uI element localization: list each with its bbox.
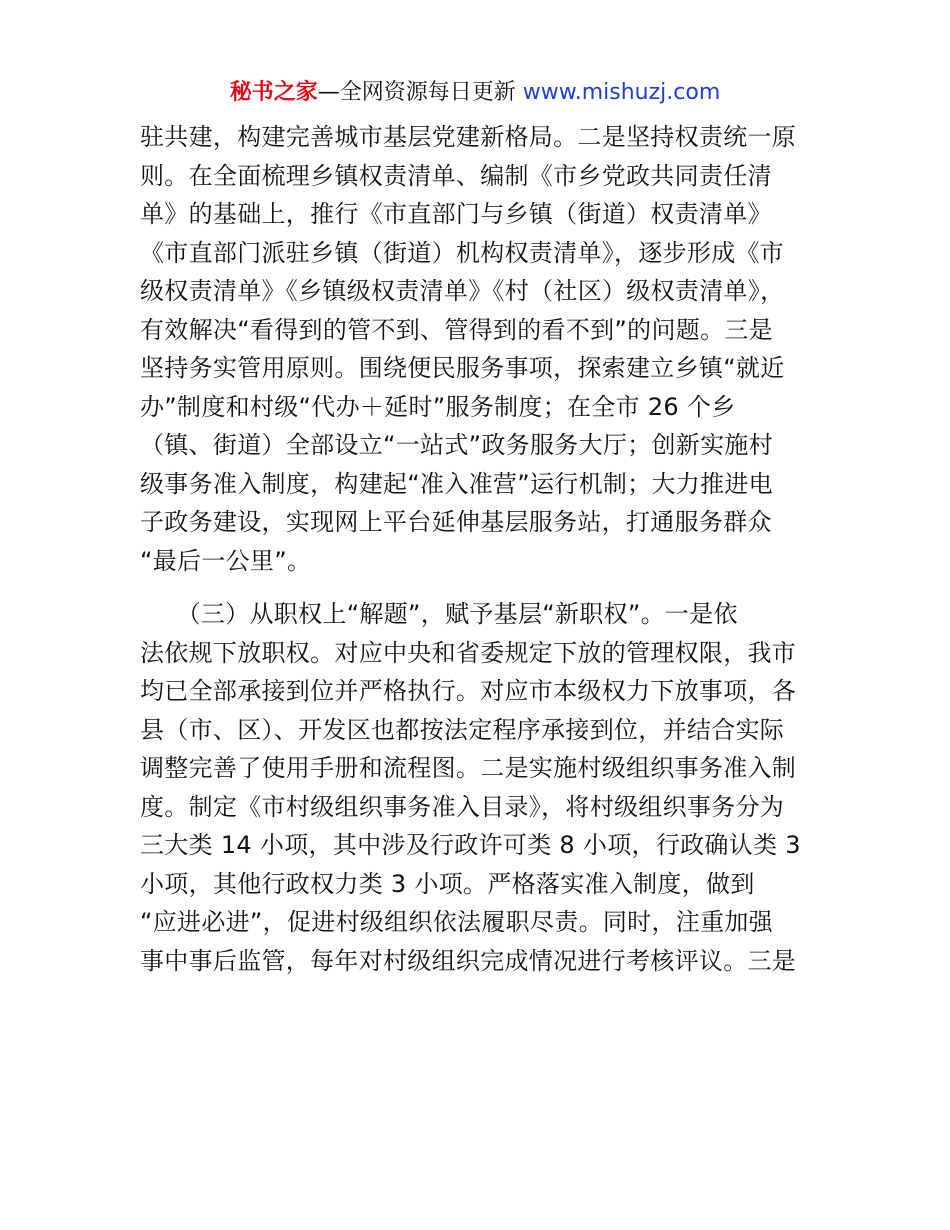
text-line: “应进必进”，促进村级组织依法履职尽责。同时，注重加强 — [140, 908, 773, 936]
text-line: （三）从职权上“解题”，赋予基层“新职权”。一是依 — [140, 600, 738, 628]
text-line: 子政务建设，实现网上平台延伸基层服务站，打通服务群众 — [140, 508, 772, 536]
text-line: （镇、街道）全部设立“一站式”政务服务大厅；创新实施村 — [140, 431, 773, 459]
text-line: 级事务准入制度，构建起“准入准营”运行机制；大力推进电 — [140, 469, 773, 498]
text-line: 法依规下放职权。对应中央和省委规定下放的管理权限，我市 — [140, 638, 797, 667]
text-line: 均已全部承接到位并严格执行。对应市本级权力下放事项，各 — [140, 677, 797, 705]
text-line: 则。在全面梳理乡镇权责清单、编制《市乡党政共同责任清 — [140, 161, 772, 190]
text-line: 度。制定《市村级组织事务准入目录》，将村级组织事务分为 — [140, 792, 785, 821]
text-line: “最后一公里”。 — [140, 546, 312, 575]
text-line: 三大类 14 小项，其中涉及行政许可类 8 小项，行政确认类 3 — [140, 831, 801, 859]
paragraph-1 — [140, 118, 820, 580]
text-line: 调整完善了使用手册和流程图。二是实施村级组织事务准入制 — [140, 754, 797, 782]
page-header — [0, 76, 950, 110]
text-line: 办”制度和村级“代办＋延时”服务制度；在全市 26 个乡 — [140, 392, 736, 421]
text-line: 《市直部门派驻乡镇（街道）机构权责清单》，逐步形成《市 — [140, 238, 785, 267]
site-url: www.mishuzj.com — [522, 80, 721, 105]
text-line: 驻共建，构建完善城市基层党建新格局。二是坚持权责统一原 — [140, 123, 797, 151]
paragraph-2 — [140, 595, 820, 980]
text-line: 事中事后监管，每年对村级组织完成情况进行考核评议。三是 — [140, 946, 797, 975]
text-line: 级权责清单》《乡镇级权责清单》《村（社区）级权责清单》， — [140, 277, 785, 305]
text-line: 坚持务实管用原则。围绕便民服务事项，探索建立乡镇“就近 — [140, 354, 785, 382]
header-tagline: —全网资源每日更新 — [317, 80, 516, 105]
text-line: 小项，其他行政权力类 3 小项。严格落实准入制度，做到 — [140, 869, 755, 898]
text-line: 有效解决“看得到的管不到、管得到的看不到”的问题。三是 — [140, 315, 773, 344]
text-line: 县（市、区）、开发区也都按法定程序承接到位，并结合实际 — [140, 715, 785, 744]
brand-name: 秘书之家 — [229, 80, 318, 105]
document-body — [140, 118, 820, 980]
text-line: 单》的基础上，推行《市直部门与乡镇（街道）权责清单》 — [140, 200, 772, 228]
